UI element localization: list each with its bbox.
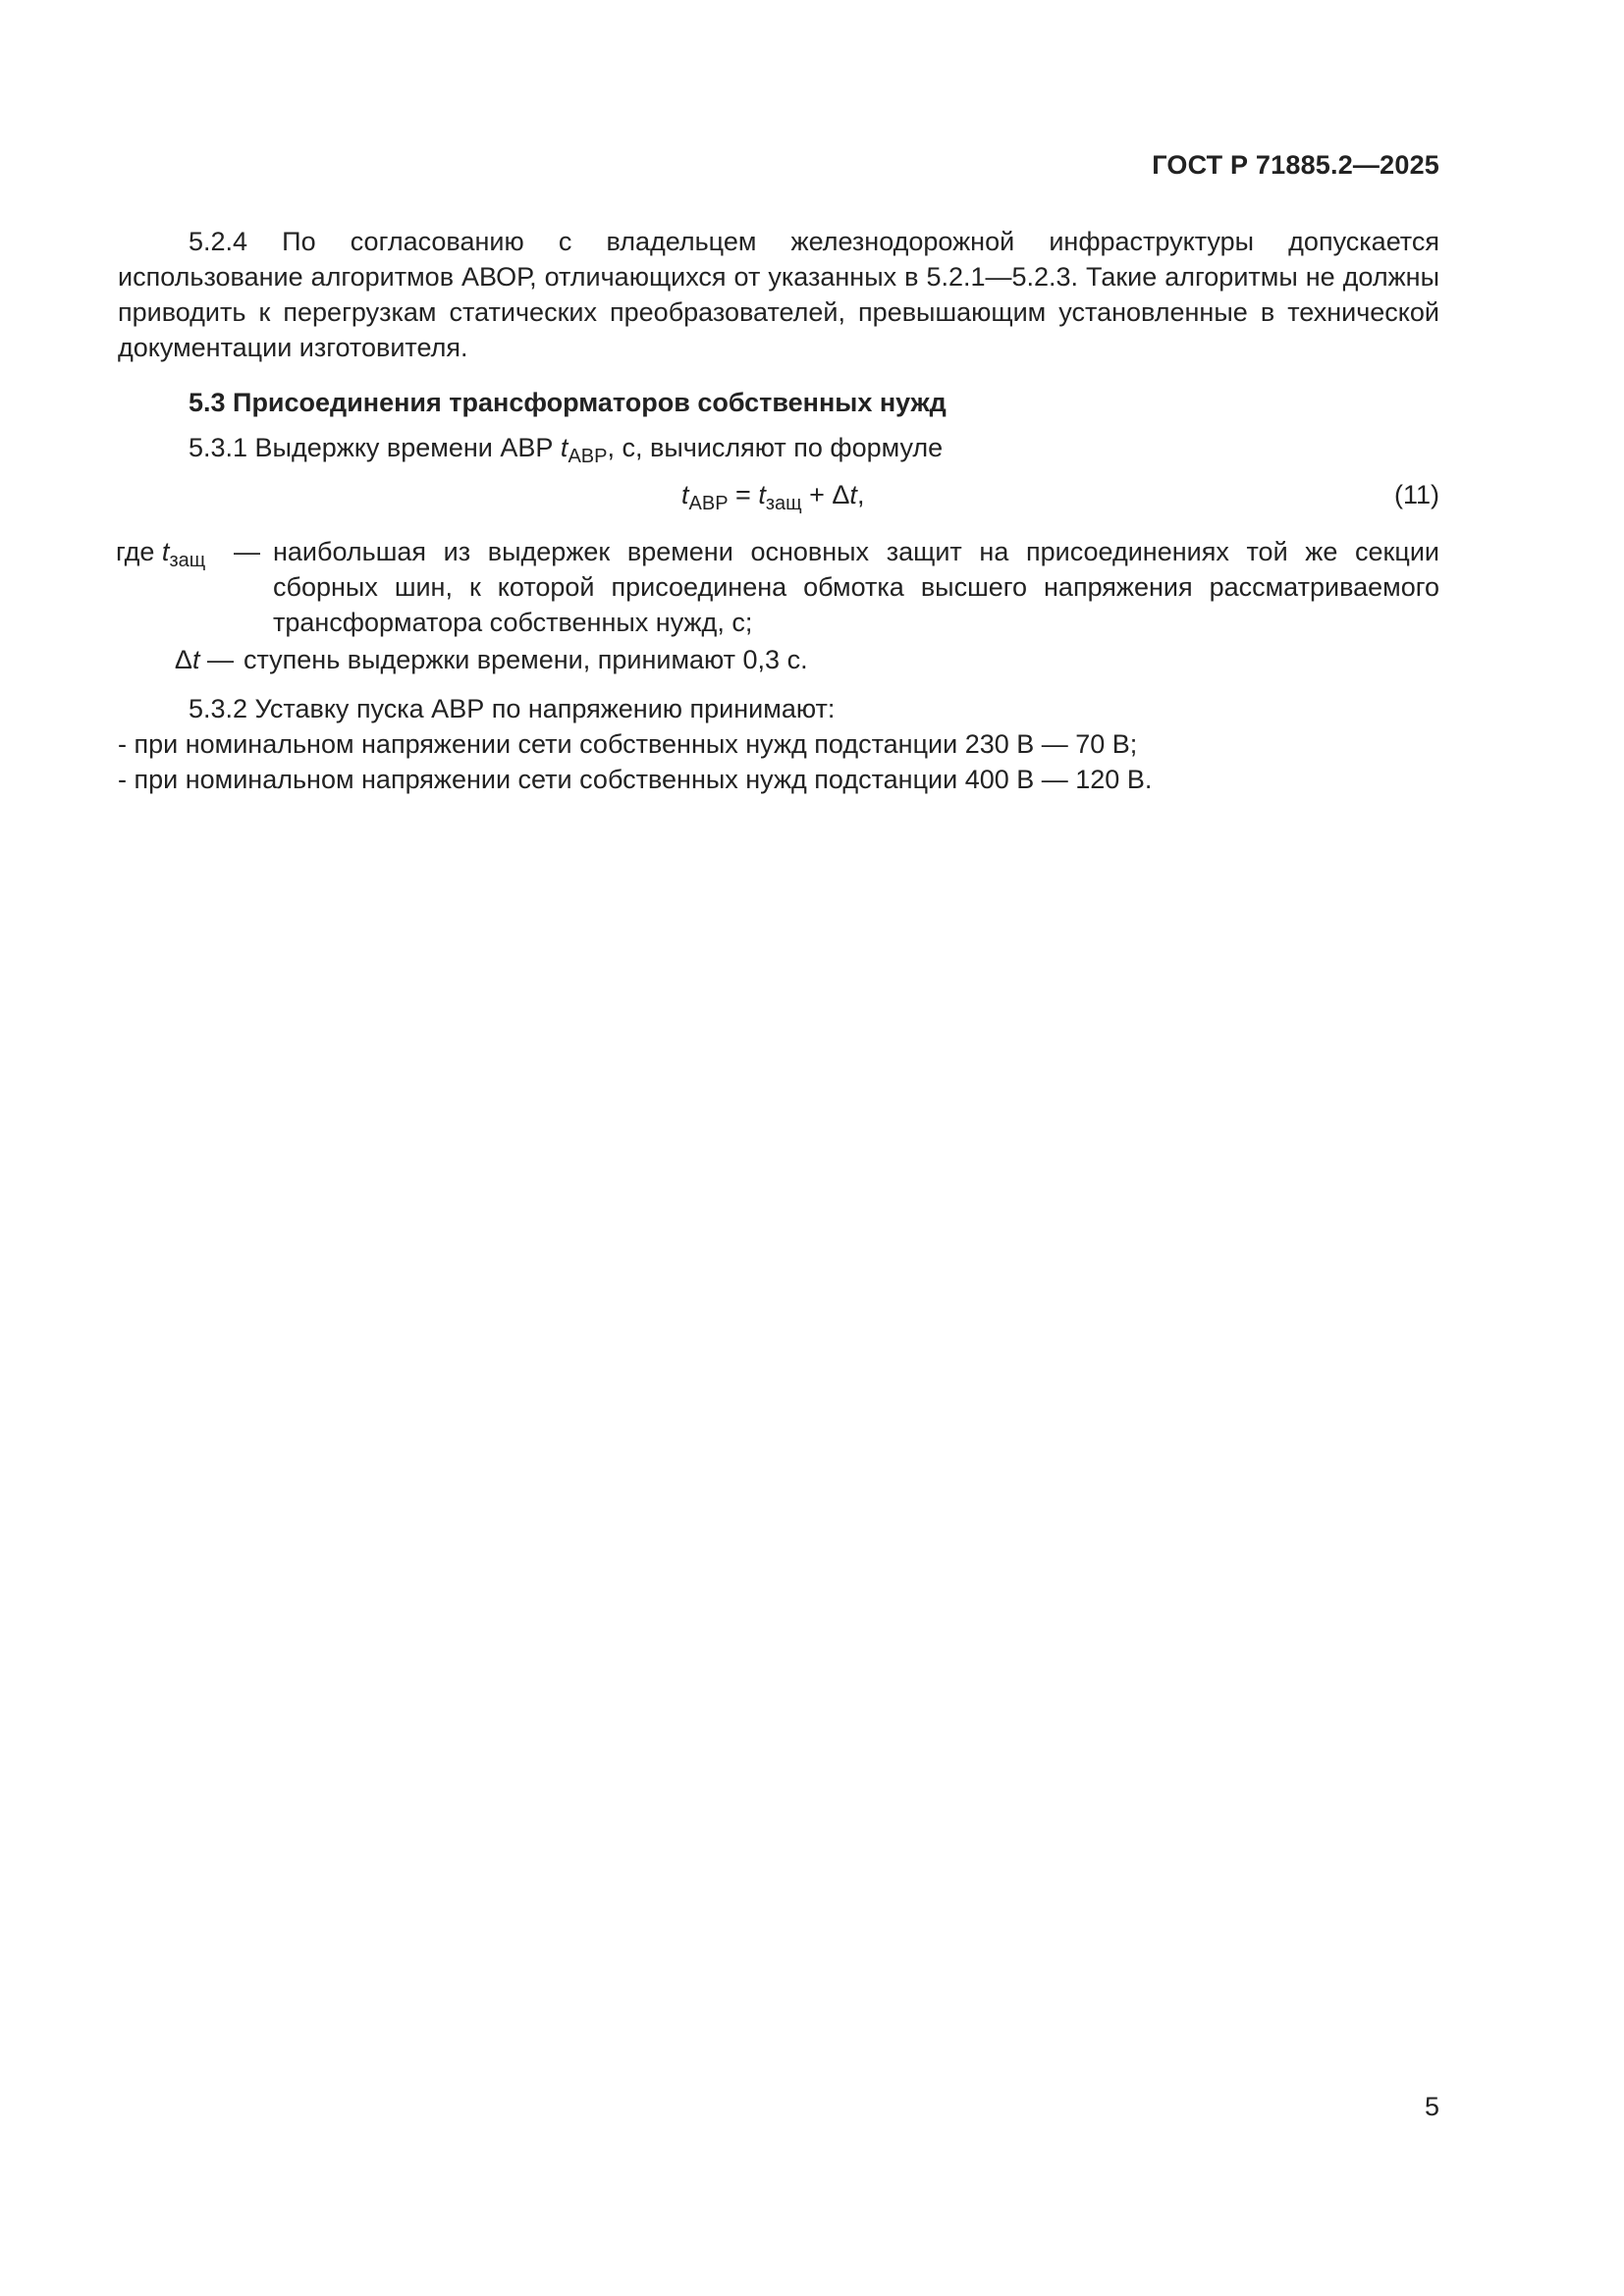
where-sym1-sub: защ xyxy=(169,550,206,571)
definition-text-1: наибольшая из выдержек времени основных защит на присоединениях той же секции сборных шин, к которой присоединена обмотка высшего напряжения рассматриваемого трансформатора собственных нужд, с; xyxy=(273,537,1439,637)
paragraph-5-2-4: 5.2.4 По согласованию с владельцем железнодорожной инфраструктуры допускается использование алгоритмов АВОР, отличающихся от указанных в 5.2.1—5.2.3. Такие алгоритмы не должны приводить к перегрузкам статических преобразователей, превышающим установленные в технической документации изготовителя. xyxy=(118,227,1439,362)
definition-dash: — xyxy=(234,537,260,566)
formula-plus: + xyxy=(801,480,833,509)
formula-row xyxy=(118,477,1439,520)
definition-delta-t xyxy=(116,642,1439,677)
formula-end: , xyxy=(856,480,865,509)
formula-rhs1-sub: защ xyxy=(765,493,802,514)
formula-rhs2-var: t xyxy=(849,480,857,509)
formula-lhs-var: t xyxy=(681,480,689,509)
formula-delta: Δ xyxy=(832,480,850,509)
where-sym2-delta: Δ xyxy=(174,645,192,674)
where-sym1-var: t xyxy=(161,537,170,566)
where-dash2: — xyxy=(199,645,234,674)
paragraph-5-3-1 xyxy=(118,430,1439,465)
section-title-5-3: 5.3 Присоединения трансформаторов собственных нужд xyxy=(189,388,947,417)
formula-11 xyxy=(681,477,864,512)
definition-symbol-2 xyxy=(116,642,244,677)
definition-symbol xyxy=(116,534,234,569)
paragraph-5-3-2: 5.3.2 Уставку пуска АВР по напряжению принимают: xyxy=(189,694,836,723)
definition-t-zashch xyxy=(116,534,1439,640)
list-item: - при номинальном напряжении сети собственных нужд подстанции 400 В — 120 В. xyxy=(118,765,1153,794)
definition-text-2: ступень выдержки времени, принимают 0,3 с. xyxy=(244,645,808,674)
where-sym2-var: t xyxy=(191,645,200,674)
page-number: 5 xyxy=(1424,2092,1439,2121)
formula-number: (11) xyxy=(1393,480,1439,509)
clause-5-3-1-var-sub: АВР xyxy=(568,446,608,467)
formula-rhs1-var: t xyxy=(758,480,766,509)
list-item: - при номинальном напряжении сети собственных нужд подстанции 230 В — 70 В; xyxy=(118,729,1138,759)
clause-5-3-1-suffix: , с, вычисляют по формуле xyxy=(607,433,944,462)
where-definitions xyxy=(116,534,1439,677)
formula-equals: = xyxy=(728,480,759,509)
formula-lhs-sub: АВР xyxy=(688,493,729,514)
where-label: где xyxy=(116,537,162,566)
voltage-settings-list xyxy=(118,726,1439,797)
clause-5-3-1-prefix: 5.3.1 Выдержку времени АВР xyxy=(189,433,561,462)
document-body xyxy=(118,224,1439,797)
clause-5-3-1-var: t xyxy=(560,433,568,462)
document-header-id: ГОСТ Р 71885.2—2025 xyxy=(1152,150,1439,180)
